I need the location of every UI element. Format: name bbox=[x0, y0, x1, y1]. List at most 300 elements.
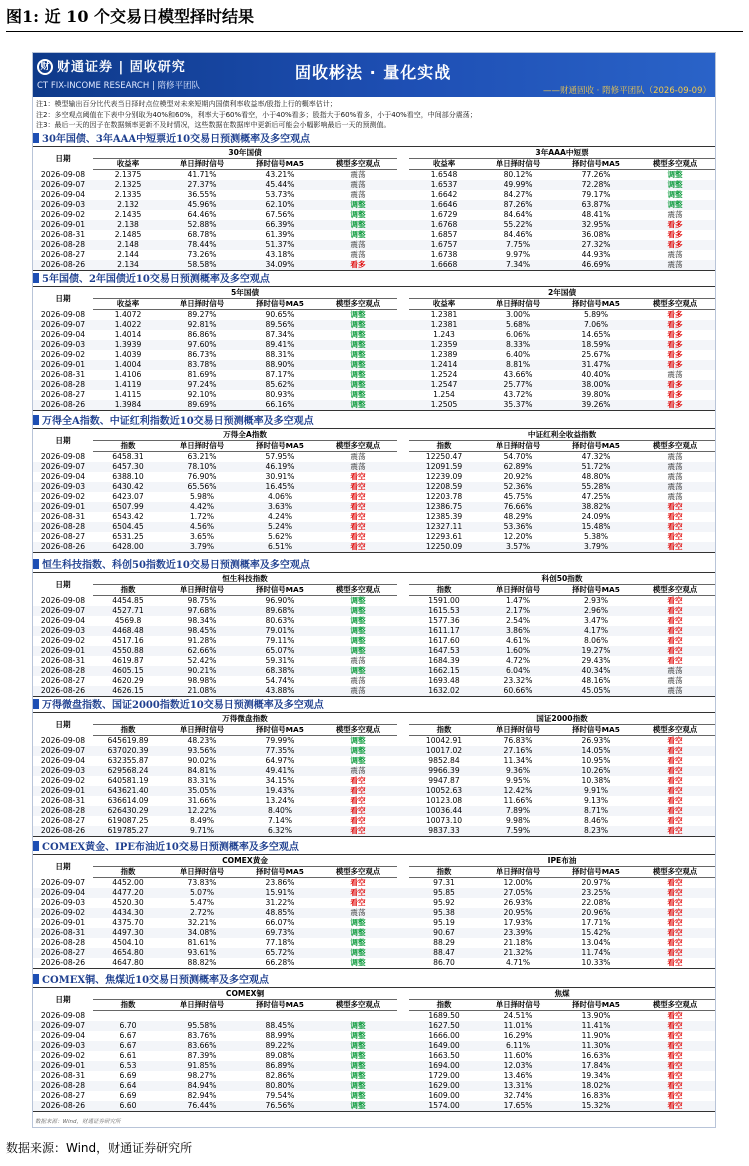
ma5-value: 3.63% bbox=[267, 502, 293, 511]
column-header-signal: 单日择时信号 bbox=[479, 725, 557, 736]
table-row bbox=[33, 636, 715, 646]
ma5-value: 34.15% bbox=[265, 776, 295, 785]
level-value: 640581.19 bbox=[107, 776, 149, 785]
view-value: 调整 bbox=[350, 1071, 366, 1080]
level-value: 2.1435 bbox=[114, 210, 142, 219]
view-value: 震荡 bbox=[350, 190, 366, 199]
table-row bbox=[33, 1091, 715, 1101]
level-value: 1.2381 bbox=[430, 320, 458, 329]
table-row bbox=[33, 898, 715, 908]
ma5-value: 10.95% bbox=[581, 756, 611, 765]
level-value: 1.4119 bbox=[114, 380, 142, 389]
level-value: 6428.00 bbox=[93, 542, 163, 553]
ma5-value: 16.83% bbox=[581, 1091, 611, 1100]
ma5-value: 8.23% bbox=[557, 826, 635, 837]
row-date: 2026-09-07 bbox=[40, 606, 86, 615]
column-header-level: 收益率 bbox=[409, 299, 479, 310]
group-header: 30年国债 bbox=[93, 147, 397, 159]
column-header-level: 指数 bbox=[93, 725, 163, 736]
table-row bbox=[33, 360, 715, 370]
level-value: 1.254 bbox=[433, 390, 455, 399]
signal-value: 20.95% bbox=[503, 908, 533, 917]
group-gap bbox=[397, 320, 409, 330]
signal-value: 90.02% bbox=[187, 756, 217, 765]
view-value: 看空 bbox=[319, 542, 397, 553]
group-gap bbox=[397, 542, 409, 553]
ma5-value: 11.30% bbox=[581, 1041, 611, 1050]
view-value: 震荡 bbox=[667, 452, 683, 461]
group-gap bbox=[397, 287, 409, 310]
group-gap bbox=[397, 756, 409, 766]
level-value: 4452.00 bbox=[112, 878, 144, 887]
signal-value: 55.22% bbox=[503, 220, 533, 229]
ma5-value: 25.67% bbox=[581, 350, 611, 359]
level-value: 619087.25 bbox=[107, 816, 149, 825]
view-value: 调整 bbox=[350, 1081, 366, 1090]
view-value: 震荡 bbox=[319, 686, 397, 697]
group-header: 万得微盘指数 bbox=[93, 713, 397, 725]
level-value: 1729.00 bbox=[428, 1071, 460, 1080]
signal-value: 65.56% bbox=[187, 482, 217, 491]
view-value: 看空 bbox=[667, 626, 683, 635]
level-value: 4520.30 bbox=[112, 898, 144, 907]
signal-value: 4.42% bbox=[189, 502, 215, 511]
ma5-value: 79.01% bbox=[265, 626, 295, 635]
ma5-value: 89.08% bbox=[265, 1051, 295, 1060]
view-value: 调整 bbox=[350, 330, 366, 339]
level-value: 645619.89 bbox=[107, 736, 149, 745]
section-title-text: 30年国债、3年AAA中短票近10交易日预测概率及多空观点 bbox=[42, 134, 311, 145]
section-title bbox=[33, 133, 715, 146]
column-header-ma5: 择时信号MA5 bbox=[241, 1000, 319, 1011]
header-row-groups bbox=[33, 573, 715, 585]
level-value: 629568.24 bbox=[107, 766, 149, 775]
row-date: 2026-09-08 bbox=[40, 735, 86, 745]
table-row bbox=[33, 532, 715, 542]
column-header-level: 收益率 bbox=[93, 299, 163, 310]
column-header-date: 日期 bbox=[55, 719, 71, 729]
signal-value: 4.56% bbox=[189, 522, 215, 531]
ma5-value: 20.97% bbox=[581, 878, 611, 887]
ma5-value: 8.40% bbox=[267, 806, 293, 815]
level-value: 12250.47 bbox=[425, 452, 463, 461]
view-value: 看多 bbox=[667, 330, 683, 339]
view-value: 看空 bbox=[350, 888, 366, 897]
view-value: 调整 bbox=[350, 928, 366, 937]
level-value: 4477.20 bbox=[112, 888, 144, 897]
view-value: 调整 bbox=[350, 1091, 366, 1100]
signal-value: 8.49% bbox=[189, 816, 215, 825]
column-header-date: 日期 bbox=[55, 579, 71, 589]
view-value: 看空 bbox=[667, 776, 683, 785]
signal-value: 45.96% bbox=[187, 200, 217, 209]
level-value: 90.67 bbox=[433, 928, 455, 937]
row-date: 2026-08-26 bbox=[33, 400, 93, 411]
view-value: 震荡 bbox=[350, 908, 366, 917]
row-date: 2026-08-28 bbox=[40, 806, 86, 815]
row-date: 2026-08-31 bbox=[40, 230, 86, 239]
level-value: 1.2381 bbox=[430, 310, 458, 319]
group-header: 中证红利全收益指数 bbox=[409, 429, 715, 441]
level-value: 86.70 bbox=[409, 958, 479, 969]
ma5-value: 51.37% bbox=[265, 240, 295, 249]
row-date: 2026-08-31 bbox=[40, 796, 86, 805]
level-value: 10036.44 bbox=[425, 806, 463, 815]
table-row bbox=[33, 816, 715, 826]
level-value: 10073.10 bbox=[425, 816, 463, 825]
group-gap bbox=[397, 1091, 409, 1101]
signal-value: 27.37% bbox=[187, 180, 217, 189]
group-gap bbox=[397, 532, 409, 542]
signal-value: 76.44% bbox=[163, 1101, 241, 1112]
group-gap bbox=[397, 958, 409, 969]
column-header-date: 日期 bbox=[55, 994, 71, 1004]
view-value: 看空 bbox=[350, 512, 366, 521]
header-row-groups bbox=[33, 855, 715, 867]
view-value: 震荡 bbox=[667, 666, 683, 675]
signal-value: 83.76% bbox=[187, 1031, 217, 1040]
level-value: 2.1375 bbox=[114, 170, 142, 179]
level-value: 1684.39 bbox=[428, 656, 460, 665]
view-value: 看空 bbox=[319, 826, 397, 837]
view-value: 调整 bbox=[350, 938, 366, 947]
view-value: 调整 bbox=[350, 350, 366, 359]
level-value: 636614.09 bbox=[107, 796, 149, 805]
group-gap bbox=[397, 330, 409, 340]
view-value: 看空 bbox=[350, 482, 366, 491]
note-line: 注1：模型输出百分比代表当日择时点位模型对未来短期内国债利率收益率/股指上行的概率估计； bbox=[36, 100, 337, 108]
row-date: 2026-08-26 bbox=[33, 958, 93, 969]
view-value: 看空 bbox=[350, 806, 366, 815]
view-value: 看多 bbox=[667, 220, 683, 229]
ma5-value: 36.08% bbox=[581, 230, 611, 239]
column-header-ma5: 择时信号MA5 bbox=[557, 159, 635, 170]
signal-value: 58.58% bbox=[163, 260, 241, 271]
ma5-value: 8.46% bbox=[583, 816, 609, 825]
level-value: 10123.08 bbox=[425, 796, 463, 805]
table-row bbox=[33, 938, 715, 948]
group-gap bbox=[397, 452, 409, 463]
column-header-ma5: 择时信号MA5 bbox=[241, 725, 319, 736]
view-value: 震荡 bbox=[350, 452, 366, 461]
view-value: 看空 bbox=[667, 636, 683, 645]
group-gap bbox=[397, 492, 409, 502]
table-row bbox=[33, 400, 715, 411]
row-date: 2026-09-02 bbox=[40, 908, 86, 917]
signal-value: 9.97% bbox=[505, 250, 531, 259]
section-title-text: COMEX黄金、IPE布油近10交易日预测概率及多空观点 bbox=[42, 842, 299, 853]
column-header-signal: 单日择时信号 bbox=[479, 1000, 557, 1011]
signal-value: 20.92% bbox=[503, 472, 533, 481]
group-gap bbox=[397, 888, 409, 898]
ma5-value: 4.06% bbox=[267, 492, 293, 501]
ma5-value: 30.91% bbox=[265, 472, 295, 481]
signal-value: 64.46% bbox=[187, 210, 217, 219]
table-row bbox=[33, 1051, 715, 1061]
group-gap bbox=[397, 573, 409, 596]
section-marker-icon bbox=[33, 559, 39, 569]
table-row bbox=[33, 1041, 715, 1051]
ma5-value: 31.22% bbox=[265, 898, 295, 907]
table-row bbox=[33, 1031, 715, 1041]
level-value: 1.6768 bbox=[430, 220, 458, 229]
group-gap bbox=[397, 1071, 409, 1081]
view-value: 看空 bbox=[667, 1091, 683, 1100]
signal-value: 27.05% bbox=[503, 888, 533, 897]
table-row bbox=[33, 170, 715, 181]
row-date: 2026-08-27 bbox=[40, 676, 86, 685]
level-value: 6458.31 bbox=[112, 452, 144, 461]
row-date: 2026-08-31 bbox=[40, 928, 86, 937]
table-row bbox=[33, 210, 715, 220]
level-value: 2.144 bbox=[117, 250, 139, 259]
level-value: 6.69 bbox=[119, 1071, 137, 1080]
level-value: 1.4072 bbox=[114, 310, 142, 319]
section-marker-icon bbox=[33, 273, 39, 283]
group-header: 焦煤 bbox=[409, 988, 715, 1000]
view-value: 看空 bbox=[667, 766, 683, 775]
row-date: 2026-09-04 bbox=[40, 888, 86, 897]
row-date: 2026-09-01 bbox=[40, 786, 86, 795]
column-header-view: 模型多空观点 bbox=[635, 441, 715, 452]
ma5-value: 34.09% bbox=[241, 260, 319, 271]
column-header-view: 模型多空观点 bbox=[635, 159, 715, 170]
table-row bbox=[33, 646, 715, 656]
table-row bbox=[33, 1101, 715, 1112]
level-value: 1627.50 bbox=[428, 1021, 460, 1030]
ma5-value: 7.14% bbox=[267, 816, 293, 825]
signal-value: 13.31% bbox=[503, 1081, 533, 1090]
column-header-view: 模型多空观点 bbox=[319, 585, 397, 596]
column-header-signal: 单日择时信号 bbox=[163, 725, 241, 736]
section-title-text: 恒生科技指数、科创50指数近10交易日预测概率及多空观点 bbox=[42, 560, 310, 571]
column-header-ma5: 择时信号MA5 bbox=[241, 299, 319, 310]
ma5-value: 3.79% bbox=[557, 542, 635, 553]
column-header-signal: 单日择时信号 bbox=[163, 585, 241, 596]
level-value: 12327.11 bbox=[425, 522, 463, 531]
row-date: 2026-09-01 bbox=[40, 220, 86, 229]
level-value: 1.6738 bbox=[430, 250, 458, 259]
level-value: 97.31 bbox=[433, 878, 455, 887]
signal-value: 1.72% bbox=[189, 512, 215, 521]
group-gap bbox=[397, 713, 409, 736]
signal-value: 87.26% bbox=[503, 200, 533, 209]
group-gap bbox=[397, 918, 409, 928]
view-value: 看空 bbox=[667, 1081, 683, 1090]
view-value: 震荡 bbox=[667, 250, 683, 259]
section-title bbox=[33, 559, 715, 572]
signal-value: 27.16% bbox=[503, 746, 533, 755]
view-value: 调整 bbox=[350, 626, 366, 635]
view-value: 震荡 bbox=[667, 472, 683, 481]
row-date: 2026-08-31 bbox=[40, 656, 86, 665]
view-value: 调整 bbox=[350, 390, 366, 399]
column-header-view: 模型多空观点 bbox=[635, 585, 715, 596]
ma5-value: 66.07% bbox=[265, 918, 295, 927]
view-value: 震荡 bbox=[350, 462, 366, 471]
signal-value: 43.66% bbox=[503, 370, 533, 379]
group-header: IPE布油 bbox=[409, 855, 715, 867]
ma5-value: 31.47% bbox=[581, 360, 611, 369]
row-date: 2026-09-03 bbox=[40, 766, 86, 775]
row-date: 2026-09-03 bbox=[40, 626, 86, 635]
view-value: 看多 bbox=[667, 240, 683, 249]
view-value: 调整 bbox=[319, 1101, 397, 1112]
level-value: 6430.42 bbox=[112, 482, 144, 491]
group-gap bbox=[397, 380, 409, 390]
level-value: 1.4039 bbox=[114, 350, 142, 359]
view-value: 看空 bbox=[667, 606, 683, 615]
column-header-level: 指数 bbox=[93, 441, 163, 452]
ma5-value: 90.65% bbox=[265, 310, 295, 319]
header-row-groups bbox=[33, 147, 715, 159]
signal-value: 62.66% bbox=[187, 646, 217, 655]
signal-value: 98.45% bbox=[187, 626, 217, 635]
view-value: 看多 bbox=[667, 350, 683, 359]
ma5-value: 89.68% bbox=[265, 606, 295, 615]
ma5-value: 62.10% bbox=[265, 200, 295, 209]
view-value: 看空 bbox=[350, 502, 366, 511]
report-banner bbox=[33, 53, 715, 97]
row-date: 2026-09-03 bbox=[40, 200, 86, 209]
group-gap bbox=[397, 462, 409, 472]
view-value: 调整 bbox=[350, 310, 366, 319]
view-value: 看多 bbox=[667, 310, 683, 319]
view-value: 看空 bbox=[667, 796, 683, 805]
row-date: 2026-09-03 bbox=[40, 340, 86, 349]
view-value: 看空 bbox=[667, 746, 683, 755]
ma5-value: 19.27% bbox=[581, 646, 611, 655]
signal-value: 5.98% bbox=[189, 492, 215, 501]
row-date: 2026-09-08 bbox=[40, 595, 86, 605]
ma5-value: 38.00% bbox=[581, 380, 611, 389]
ma5-value: 64.97% bbox=[265, 756, 295, 765]
ma5-value: 10.26% bbox=[581, 766, 611, 775]
signal-value: 12.42% bbox=[503, 786, 533, 795]
row-date: 2026-09-04 bbox=[40, 756, 86, 765]
ma5-value: 18.59% bbox=[581, 340, 611, 349]
view-value: 看多 bbox=[667, 320, 683, 329]
signal-value: 7.75% bbox=[505, 240, 531, 249]
level-value: 1666.00 bbox=[428, 1031, 460, 1040]
group-gap bbox=[397, 180, 409, 190]
signal-value: 21.08% bbox=[163, 686, 241, 697]
group-gap bbox=[397, 1041, 409, 1051]
level-value: 4550.88 bbox=[112, 646, 144, 655]
signal-value: 7.89% bbox=[505, 806, 531, 815]
ma5-value: 68.38% bbox=[265, 666, 295, 675]
signal-value: 36.55% bbox=[187, 190, 217, 199]
ma5-value: 55.28% bbox=[581, 482, 611, 491]
panel-footer-note: 数据来源：Wind，财通证券研究所 bbox=[35, 1119, 121, 1125]
ma5-value: 69.73% bbox=[265, 928, 295, 937]
view-value: 震荡 bbox=[667, 676, 683, 685]
ma5-value: 51.72% bbox=[581, 462, 611, 471]
view-value: 看空 bbox=[667, 918, 683, 927]
row-date: 2026-09-02 bbox=[40, 492, 86, 501]
level-value: 4605.15 bbox=[112, 666, 144, 675]
ma5-value: 79.11% bbox=[265, 636, 295, 645]
table-row bbox=[33, 320, 715, 330]
data-table bbox=[33, 146, 715, 271]
note-line: 注2：多空观点阈值在下表中分别取为40%和60%，利率大于60%看空，小于40%看多；股指大于60%看多，小于40%看空，中间部分震荡； bbox=[36, 110, 477, 119]
signal-value: 11.60% bbox=[503, 1051, 533, 1060]
signal-value: 91.28% bbox=[187, 636, 217, 645]
ma5-value bbox=[241, 1011, 319, 1022]
view-value: 看空 bbox=[667, 928, 683, 937]
ma5-value: 79.99% bbox=[265, 736, 295, 745]
ma5-value: 65.07% bbox=[265, 646, 295, 655]
level-value: 1.2524 bbox=[430, 370, 458, 379]
section-marker-icon bbox=[33, 699, 39, 709]
signal-value: 52.42% bbox=[187, 656, 217, 665]
ma5-value: 5.62% bbox=[267, 532, 293, 541]
group-gap bbox=[397, 786, 409, 796]
table-row bbox=[33, 472, 715, 482]
level-value: 6507.99 bbox=[112, 502, 144, 511]
signal-value: 52.36% bbox=[503, 482, 533, 491]
signal-value: 17.93% bbox=[503, 918, 533, 927]
view-value: 震荡 bbox=[667, 492, 683, 501]
ma5-value: 15.42% bbox=[581, 928, 611, 937]
view-value: 震荡 bbox=[667, 462, 683, 471]
column-header-ma5: 择时信号MA5 bbox=[557, 299, 635, 310]
level-value: 1.6857 bbox=[430, 230, 458, 239]
signal-value: 4.72% bbox=[505, 656, 531, 665]
ma5-value: 23.25% bbox=[581, 888, 611, 897]
table-row bbox=[33, 616, 715, 626]
view-value: 看多 bbox=[667, 230, 683, 239]
table-row bbox=[33, 370, 715, 380]
view-value: 看空 bbox=[667, 806, 683, 815]
ma5-value: 49.41% bbox=[265, 766, 295, 775]
ma5-value: 22.08% bbox=[581, 898, 611, 907]
banner-slogan: 固收彬法 · 量化实战 bbox=[295, 63, 452, 82]
ma5-value: 17.84% bbox=[581, 1061, 611, 1070]
column-header-signal: 单日择时信号 bbox=[163, 159, 241, 170]
signal-value: 76.83% bbox=[503, 736, 533, 745]
header-row-columns bbox=[33, 159, 715, 170]
table-row bbox=[33, 200, 715, 210]
ma5-value: 8.71% bbox=[583, 806, 609, 815]
view-value: 看多 bbox=[667, 360, 683, 369]
level-value: 2.134 bbox=[93, 260, 163, 271]
group-gap bbox=[397, 746, 409, 756]
ma5-value: 8.06% bbox=[583, 636, 609, 645]
table-row bbox=[33, 350, 715, 360]
signal-value: 48.29% bbox=[503, 512, 533, 521]
row-date: 2026-08-27 bbox=[40, 1091, 86, 1100]
view-value: 震荡 bbox=[667, 210, 683, 219]
row-date: 2026-09-03 bbox=[40, 482, 86, 491]
group-header: 恒生科技指数 bbox=[93, 573, 397, 585]
view-value: 震荡 bbox=[350, 250, 366, 259]
level-value: 1629.00 bbox=[428, 1081, 460, 1090]
signal-value: 98.27% bbox=[187, 1071, 217, 1080]
group-gap bbox=[397, 210, 409, 220]
ma5-value: 3.47% bbox=[583, 616, 609, 625]
view-value: 震荡 bbox=[350, 676, 366, 685]
level-value: 4647.80 bbox=[93, 958, 163, 969]
signal-value: 2.54% bbox=[505, 616, 531, 625]
level-value: 4434.30 bbox=[112, 908, 144, 917]
signal-value: 92.10% bbox=[187, 390, 217, 399]
row-date: 2026-08-28 bbox=[40, 938, 86, 947]
ma5-value: 16.45% bbox=[265, 482, 295, 491]
table-row bbox=[33, 918, 715, 928]
column-header-view: 模型多空观点 bbox=[319, 1000, 397, 1011]
ma5-value: 10.38% bbox=[581, 776, 611, 785]
